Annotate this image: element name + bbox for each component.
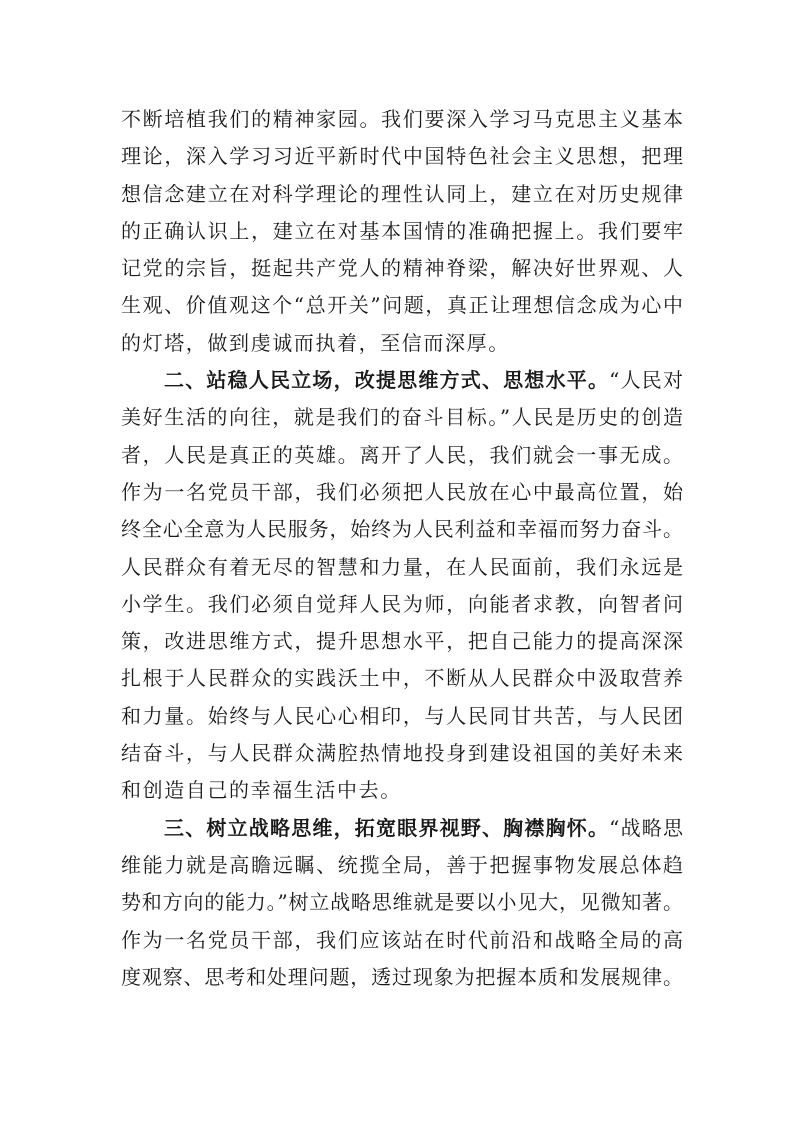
text-line	[121, 437, 683, 474]
document-page	[121, 101, 683, 996]
line-text: 生观、价值观这个“总开关”问题，真正让理想信念成为心中	[121, 293, 683, 318]
line-text: 不断培植我们的精神家园。我们要深入学习马克思主义基本	[121, 107, 683, 131]
text-line	[121, 884, 683, 921]
text-line	[121, 660, 683, 697]
line-text: 想信念建立在对科学理论的理性认同上，建立在对历史规律	[121, 181, 683, 206]
line-text: 结奋斗，与人民群众满腔热情地投身到建设祖国的美好未来	[121, 741, 683, 766]
line-text: 维能力就是高瞻远瞩、统揽全局，善于把握事物发展总体趋	[121, 852, 683, 877]
line-text: 终全心全意为人民服务，始终为人民利益和幸福而努力奋斗。	[121, 517, 683, 542]
line-text: 者，人民是真正的英雄。离开了人民，我们就会一事无成。	[121, 442, 683, 467]
line-text: “人民对	[609, 368, 683, 393]
line-text: 和力量。始终与人民心心相印，与人民同甘共苦，与人民团	[121, 703, 683, 728]
section-heading: 三、树立战略思维，拓宽眼界视野、胸襟胸怀。	[164, 815, 610, 840]
text-line	[121, 176, 683, 213]
section-heading: 二、站稳人民立场，改提思维方式、思想水平。	[164, 368, 610, 393]
line-text: 理论，深入学习习近平新时代中国特色社会主义思想，把理	[121, 144, 683, 169]
text-line	[121, 549, 683, 586]
text-line	[121, 250, 683, 287]
text-line	[121, 399, 683, 436]
text-line	[121, 362, 683, 399]
text-line	[121, 287, 683, 324]
text-line	[121, 511, 683, 548]
text-line	[121, 847, 683, 884]
text-line	[121, 959, 683, 996]
text-line	[121, 586, 683, 623]
text-line	[121, 698, 683, 735]
text-line	[121, 474, 683, 511]
text-line	[121, 138, 683, 175]
paragraph	[121, 810, 683, 996]
line-text: 和创造自己的幸福生活中去。	[121, 778, 402, 803]
text-line	[121, 213, 683, 250]
line-text: 作为一名党员干部，我们必须把人民放在心中最高位置，始	[121, 479, 683, 504]
paragraph	[121, 362, 683, 810]
text-line	[121, 810, 683, 847]
text-line	[121, 772, 683, 809]
line-text: 美好生活的向往，就是我们的奋斗目标。”人民是历史的创造	[121, 405, 683, 430]
text-line	[121, 325, 683, 362]
line-text: 的正确认识上，建立在对基本国情的准确把握上。我们要牢	[121, 218, 683, 243]
line-text: 作为一名党员干部，我们应该站在时代前沿和战略全局的高	[121, 927, 683, 952]
line-text: 的灯塔，做到虔诚而执着，至信而深厚。	[121, 330, 510, 355]
line-text: “战略思	[609, 815, 683, 840]
paragraph	[121, 101, 683, 362]
line-text: 度观察、思考和处理问题，透过现象为把握本质和发展规律。	[121, 964, 683, 989]
line-text: 人民群众有着无尽的智慧和力量，在人民面前，我们永远是	[121, 554, 683, 579]
text-line	[121, 101, 683, 138]
line-text: 势和方向的能力。”树立战略思维就是要以小见大，见微知著。	[121, 890, 683, 915]
line-text: 记党的宗旨，挺起共产党人的精神脊梁，解决好世界观、人	[121, 256, 683, 281]
text-line	[121, 922, 683, 959]
line-text: 小学生。我们必须自觉拜人民为师，向能者求教，向智者问	[121, 591, 683, 616]
line-text: 扎根于人民群众的实践沃土中，不断从人民群众中汲取营养	[121, 666, 683, 691]
text-line	[121, 623, 683, 660]
text-line	[121, 735, 683, 772]
line-text: 策，改进思维方式，提升思想水平，把自己能力的提高深深	[121, 629, 683, 654]
